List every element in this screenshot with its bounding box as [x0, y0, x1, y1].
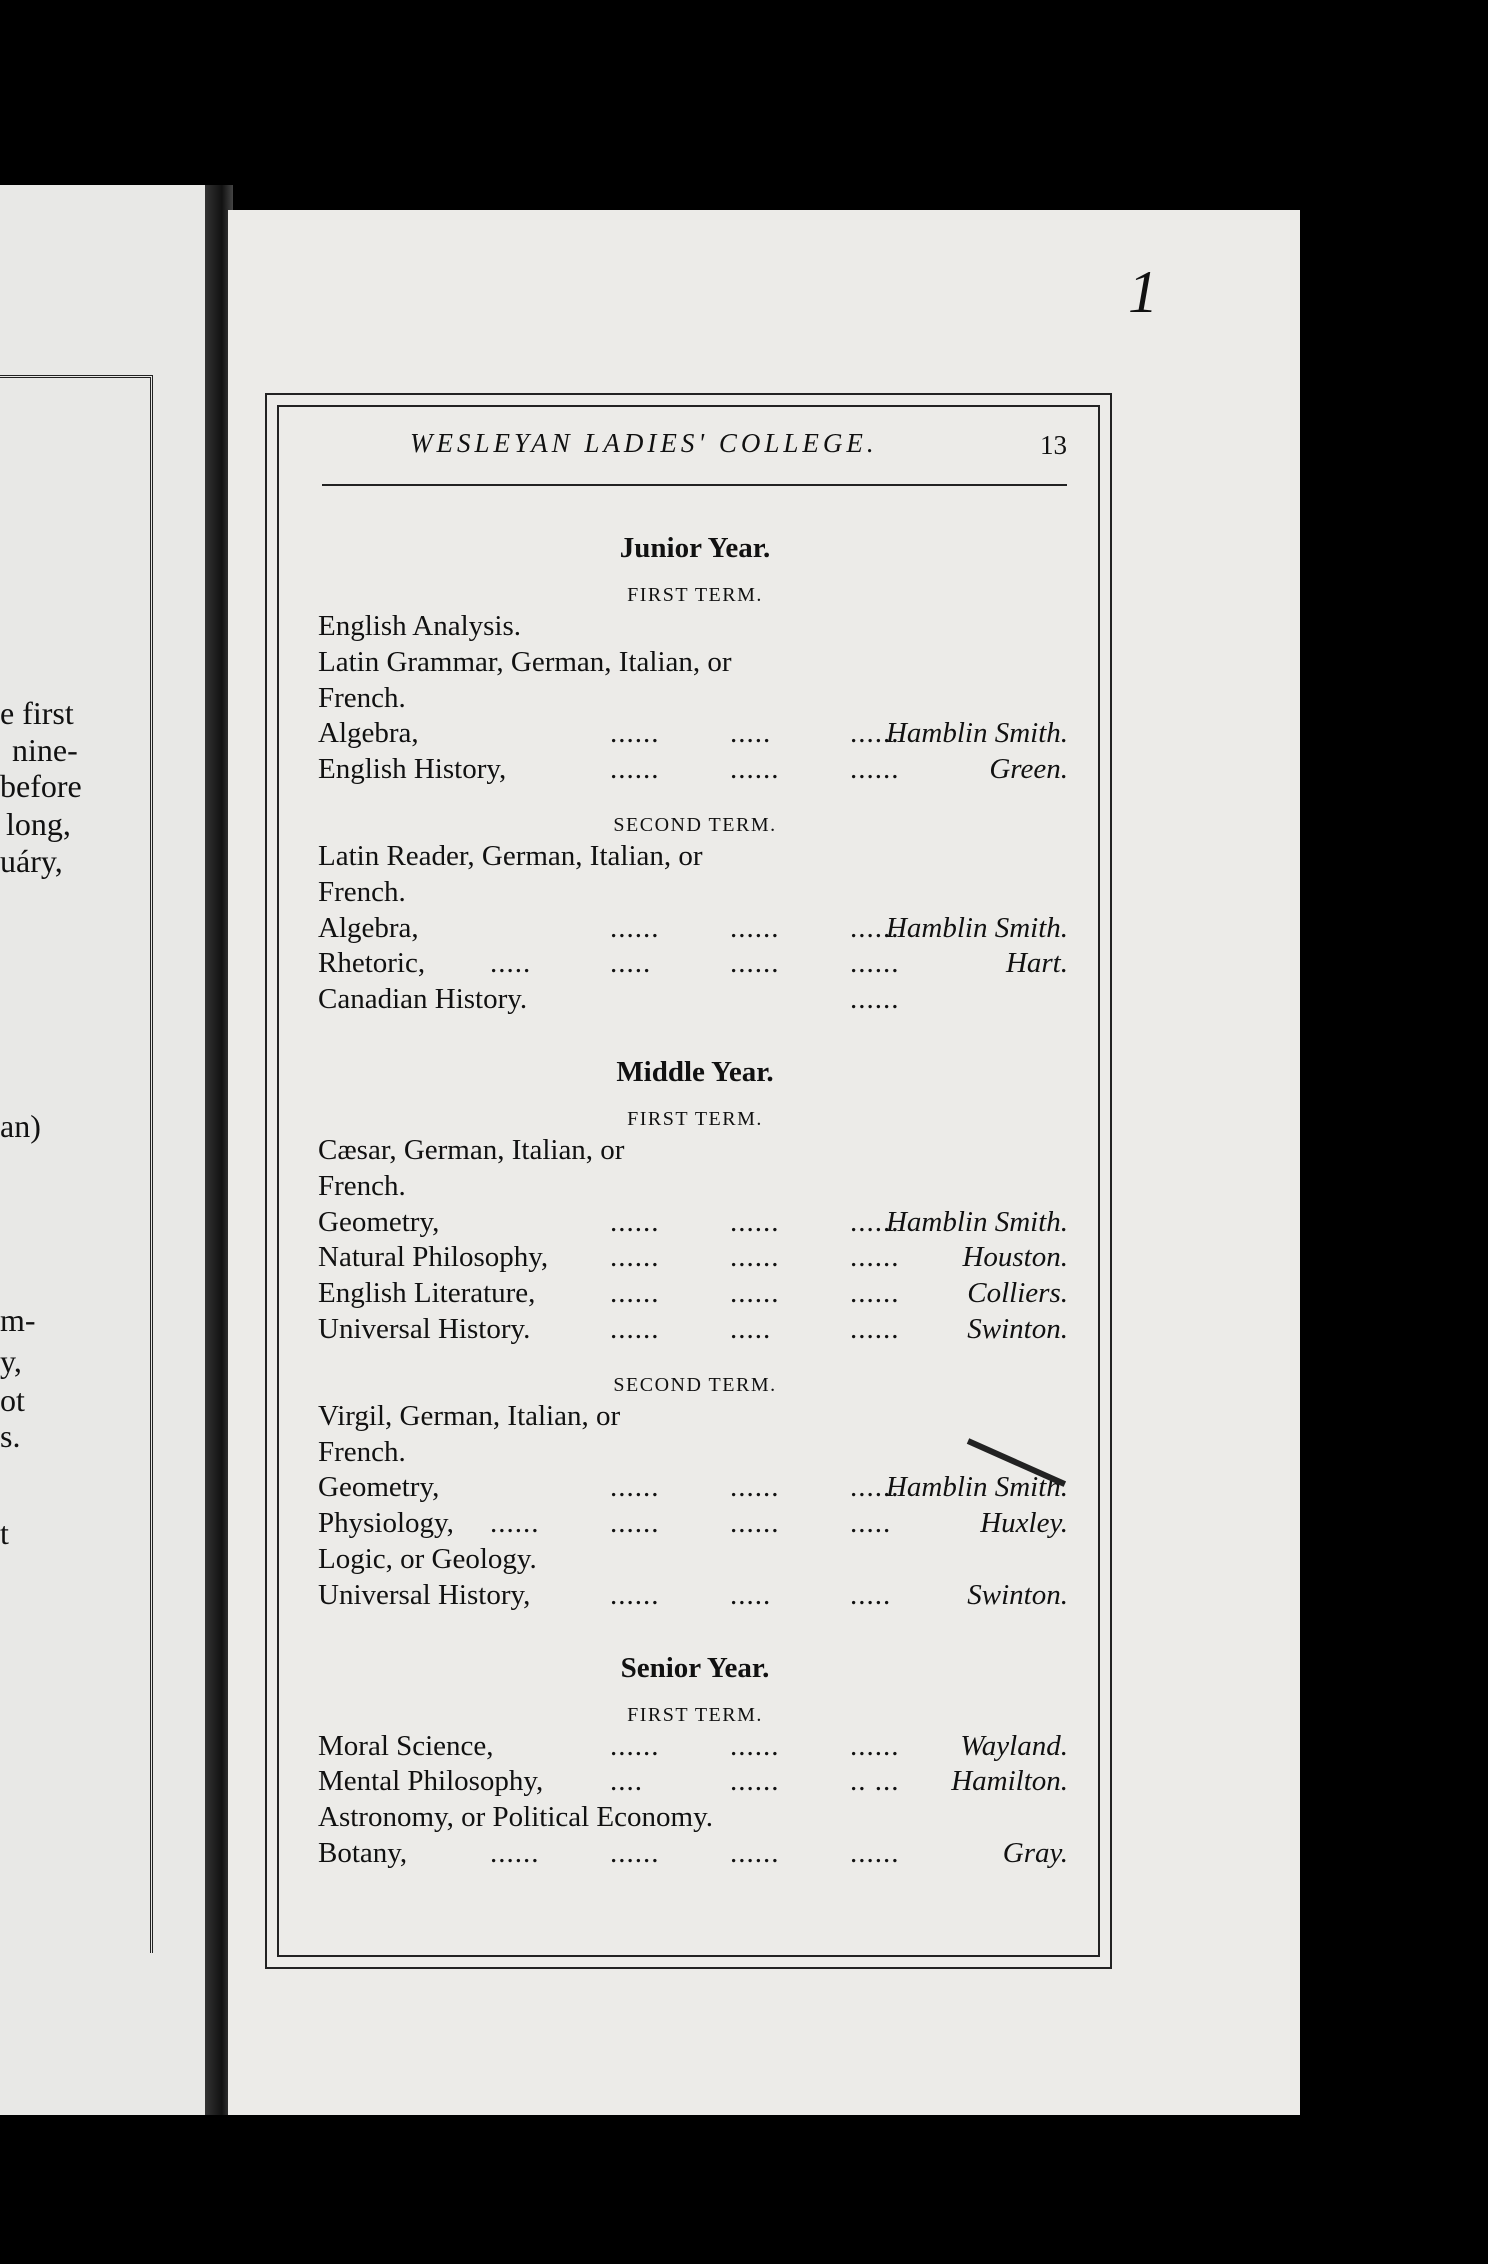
leader-dots: ......	[730, 947, 780, 980]
leader-dots: ......	[850, 717, 900, 750]
previous-page-fragment: s.	[0, 1418, 21, 1454]
subject: English Literature,	[318, 1277, 536, 1310]
leader-dots: ......	[610, 1578, 660, 1611]
subject: Algebra,	[318, 911, 419, 944]
subject: Geometry,	[318, 1471, 440, 1504]
subject: Moral Science,	[318, 1729, 494, 1762]
course-line	[318, 1765, 1068, 1801]
textbook-author: Hamilton.	[951, 1765, 1068, 1798]
previous-page-fragment: uáry,	[0, 843, 63, 879]
subject: Astronomy, or Political Economy.	[318, 1801, 713, 1834]
leader-dots: ......	[850, 911, 900, 944]
course-line	[318, 1801, 1068, 1837]
textbook-author: Houston.	[962, 1241, 1068, 1274]
leader-dots: ......	[610, 1729, 660, 1762]
leader-dots: ......	[490, 1837, 540, 1869]
leader-dots: .....	[730, 1578, 772, 1611]
course-line	[318, 682, 1068, 718]
leader-dots: ......	[850, 1313, 900, 1345]
course-line	[318, 646, 1068, 682]
textbook-author: Colliers.	[967, 1277, 1068, 1310]
previous-page-fragment: t	[0, 1515, 9, 1551]
term-heading: SECOND TERM.	[613, 814, 777, 836]
leader-dots: ......	[850, 753, 900, 786]
previous-page-fragment: long,	[6, 806, 71, 842]
textbook-author: Hamblin Smith.	[885, 1471, 1068, 1504]
textbook-author: Green.	[989, 753, 1068, 786]
course-line	[318, 1471, 1068, 1507]
leader-dots: ......	[730, 1729, 780, 1762]
leader-dots: .....	[850, 1507, 892, 1540]
leader-dots: ......	[730, 1277, 780, 1310]
textbook-author: Swinton.	[967, 1313, 1068, 1345]
leader-dots: ......	[730, 1507, 780, 1540]
subject: Rhetoric,	[318, 947, 426, 980]
leader-dots: ......	[610, 753, 660, 786]
leader-dots: ......	[730, 1837, 780, 1869]
term-heading: SECOND TERM.	[613, 1373, 777, 1396]
leader-dots: ......	[850, 1837, 900, 1869]
leader-dots: ......	[850, 983, 900, 1016]
subject: Virgil, German, Italian, or	[318, 1399, 621, 1432]
course-line	[318, 1436, 1068, 1472]
course-line	[318, 1579, 1068, 1615]
leader-dots: ......	[610, 717, 660, 750]
subject: Geometry,	[318, 1205, 440, 1238]
previous-page-fragment: ot	[0, 1382, 25, 1418]
leader-dots: .....	[610, 947, 652, 980]
leader-dots: ......	[730, 1471, 780, 1504]
previous-page-fragment: e first	[0, 695, 74, 731]
course-line	[318, 947, 1068, 983]
subject: Latin Reader, German, Italian, or	[318, 840, 703, 872]
subject: French.	[318, 875, 406, 908]
course-line	[318, 1313, 1068, 1349]
leader-dots: ......	[730, 1765, 780, 1798]
subject: Latin Grammar, German, Italian, or	[318, 645, 732, 678]
leader-dots: .....	[730, 1313, 772, 1345]
leader-dots: ......	[610, 1313, 660, 1345]
subject: Universal History.	[318, 1313, 531, 1345]
course-line	[318, 876, 1068, 912]
course-line	[318, 753, 1068, 789]
subject: Botany,	[318, 1837, 408, 1869]
course-line	[318, 1543, 1068, 1579]
year-heading: Middle Year.	[616, 1056, 774, 1088]
previous-page-fragment: an)	[0, 1108, 41, 1144]
leader-dots: .....	[730, 717, 772, 750]
course-line	[318, 1206, 1068, 1242]
leader-dots: ......	[730, 1241, 780, 1274]
textbook-author: Hamblin Smith.	[885, 717, 1068, 750]
course-line	[318, 610, 1068, 646]
leader-dots: ......	[730, 753, 780, 786]
header-rule	[322, 484, 1067, 486]
course-line	[318, 1241, 1068, 1277]
course-line	[318, 1730, 1068, 1766]
course-line	[318, 912, 1068, 948]
course-line	[318, 840, 1068, 876]
subject: French.	[318, 681, 406, 714]
leader-dots: ......	[850, 947, 900, 980]
leader-dots: .....	[490, 947, 532, 980]
leader-dots: .....	[850, 1578, 892, 1611]
course-line	[318, 1837, 1068, 1873]
previous-page-border	[0, 375, 153, 1953]
leader-dots: ......	[850, 1471, 900, 1504]
term-heading: FIRST TERM.	[627, 1703, 763, 1726]
textbook-author: Swinton.	[967, 1578, 1068, 1611]
running-head: WESLEYAN LADIES' COLLEGE.	[410, 428, 878, 458]
subject: French.	[318, 1435, 406, 1468]
previous-page-fragment: before	[0, 768, 82, 804]
previous-page-fragment: m-	[0, 1302, 36, 1338]
subject: Mental Philosophy,	[318, 1765, 544, 1798]
leader-dots: ....	[610, 1765, 643, 1798]
course-line	[318, 1170, 1068, 1206]
subject: Natural Philosophy,	[318, 1241, 549, 1274]
subject: French.	[318, 1169, 406, 1202]
leader-dots: ......	[490, 1507, 540, 1540]
term-heading: FIRST TERM.	[627, 1108, 763, 1130]
leader-dots: ......	[850, 1277, 900, 1310]
course-line	[318, 1507, 1068, 1543]
subject: English History,	[318, 753, 507, 786]
term-heading: FIRST TERM.	[627, 584, 763, 606]
textbook-author: Gray.	[1002, 1837, 1068, 1869]
year-heading: Senior Year.	[620, 1651, 770, 1684]
textbook-author: Wayland.	[960, 1729, 1068, 1762]
subject: Logic, or Geology.	[318, 1543, 537, 1575]
course-line	[318, 1277, 1068, 1313]
subject: English Analysis.	[318, 610, 522, 642]
previous-page-fragment: nine-	[12, 732, 78, 768]
course-line	[318, 1134, 1068, 1170]
textbook-author: Huxley.	[980, 1507, 1068, 1540]
leader-dots: ......	[610, 1241, 660, 1274]
course-line	[318, 717, 1068, 753]
leader-dots: ......	[730, 1205, 780, 1238]
page-number: 13	[1040, 430, 1067, 460]
textbook-author: Hamblin Smith.	[885, 1205, 1068, 1238]
leader-dots: ......	[610, 1471, 660, 1504]
leader-dots: ......	[610, 1277, 660, 1310]
leader-dots: ......	[850, 1729, 900, 1762]
leader-dots: ......	[850, 1241, 900, 1274]
textbook-author: Hart.	[1005, 947, 1068, 980]
leader-dots: ......	[610, 1205, 660, 1238]
leader-dots: ......	[850, 1205, 900, 1238]
leader-dots: ......	[610, 911, 660, 944]
textbook-author: Hamblin Smith.	[885, 911, 1068, 944]
leader-dots: ......	[610, 1837, 660, 1869]
leader-dots: ......	[730, 911, 780, 944]
course-line	[318, 983, 1068, 1019]
subject: Physiology,	[318, 1507, 454, 1540]
subject: Canadian History.	[318, 983, 528, 1016]
year-heading: Junior Year.	[619, 532, 771, 564]
leader-dots: .. ...	[850, 1765, 900, 1798]
subject: Universal History,	[318, 1578, 531, 1611]
leader-dots: ......	[610, 1507, 660, 1540]
subject: Algebra,	[318, 717, 419, 750]
subject: Cæsar, German, Italian, or	[318, 1134, 625, 1166]
course-line	[318, 1400, 1068, 1436]
previous-page-fragment: y,	[0, 1343, 22, 1379]
page-corner-mark: 1	[1128, 259, 1158, 325]
